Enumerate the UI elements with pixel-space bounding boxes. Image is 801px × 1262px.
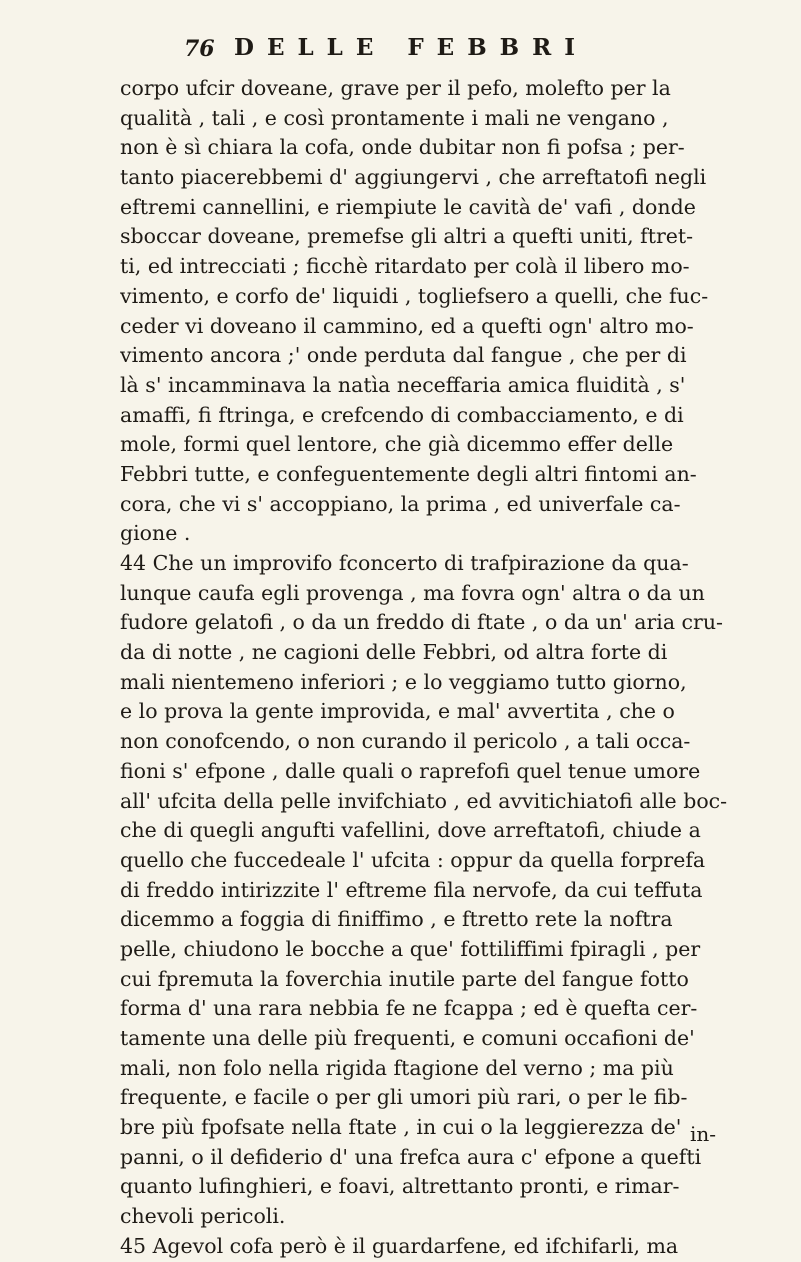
text-line: non è sì chiara la cofa, onde dubitar non fi pofsa ; per- (120, 135, 685, 160)
text-line: panni, o il defiderio d' una frefca aura c' efpone a quefti (120, 1144, 702, 1169)
text-line: di freddo intirizzite l' eftreme fila nervofe, da cui teffuta (120, 877, 703, 902)
text-line: gione . (120, 521, 191, 546)
text-line: forma d' una rara nebbia fe ne fcappa ; ed è quefta cer- (120, 996, 698, 1021)
page-header (74, 28, 761, 74)
text-line: ceder vi doveano il cammino, ed a quefti ogn' altro mo- (120, 313, 694, 338)
text-line: fudore gelatofi , o da un freddo di ftate , o da un' aria cru- (120, 610, 723, 635)
text-line: cora, che vi s' accoppiano, la prima , ed univerfale ca- (120, 491, 681, 516)
text-line: che di quegli angufti vafellini, dove arreftatofi, chiude a (120, 818, 701, 843)
page-number: 76 (184, 36, 215, 62)
text-line: quello che fuccedeale l' ufcita : oppur da quella forprefa (120, 847, 706, 872)
text-line: 45 Agevol cofa però è il guardarfene, ed ifchifarli, ma (120, 1233, 679, 1258)
text-line: dicemmo a foggia di finiffimo , e ftretto rete la noftra (120, 907, 673, 932)
text-line: quanto lufinghieri, e foavi, altrettanto pronti, e rimar- (120, 1174, 680, 1199)
running-title: DELLE FEBBRI (234, 34, 588, 61)
text-line: mali nientemeno inferiori ; e lo veggiamo tutto giorno, (120, 669, 687, 694)
text-line: 44 Che un improvifo fconcerto di trafpirazione da qua- (120, 551, 689, 575)
text-line: bre più fpofsate nella ftate , in cui o la leggierezza de' (120, 1115, 682, 1140)
text-line: vimento, e corfo de' liquidi , togliefsero a quelli, che fuc- (120, 283, 709, 308)
text-line: da di notte , ne cagioni delle Febbri, od altra forte di (120, 640, 668, 665)
text-line: Febbri tutte, e confeguentemente degli altri fintomi an- (120, 461, 697, 486)
text-line: chevoli pericoli. (120, 1204, 286, 1229)
text-line: e lo prova la gente improvida, e mal' avvertita , che o (120, 699, 675, 724)
text-line: tamente una delle più frequenti, e comuni occafioni de' (120, 1026, 695, 1050)
text-line: ti, ed intrecciati ; ficchè ritardato per colà il libero mo- (120, 254, 690, 279)
text-line: all' ufcita della pelle invifchiato , ed avvitichiatofi alle boc- (120, 788, 728, 813)
text-line: amaffi, fi ftringa, e crefcendo di combacciamento, e di (120, 402, 684, 427)
text-line: eftremi cannellini, e riempiute le cavità de' vafi , donde (120, 194, 696, 219)
text-line: pelle, chiudono le bocche a que' fottiliffimi fpiragli , per (120, 936, 701, 961)
text-line: mole, formi quel lentore, che già dicemmo effer delle (120, 432, 674, 457)
text-line: fioni s' efpone , dalle quali o raprefofi quel tenue umore (120, 758, 701, 783)
text-line: frequente, e facile o per gli umori più rari, o per le fib- (120, 1085, 688, 1110)
text-line: lunque caufa egli provenga , ma fovra ogn' altra o da un (120, 580, 705, 605)
text-line: mali, non folo nella rigida ftagione del verno ; ma più (120, 1055, 674, 1080)
text-line: non conofcendo, o non curando il pericolo , a tali occa- (120, 729, 691, 754)
body-text (120, 74, 801, 1262)
text-line: vimento ancora ;' onde perduta dal fangue , che per di (120, 343, 687, 368)
text-line: qualità , tali , e così prontamente i mali ne vengano , (120, 105, 669, 130)
text-line: tanto piacerebbemi d' aggiungervi , che arreftatofi negli (120, 165, 707, 190)
catchword: in- (690, 1122, 717, 1146)
text-line: sboccar doveane, premefse gli altri a quefti uniti, ftret- (120, 224, 694, 249)
text-line: là s' incamminava la natìa neceffaria amica fluidità , s' (120, 372, 686, 397)
text-line: corpo ufcir doveane, grave per il pefo, molefto per la (120, 76, 671, 100)
text-line: cui fpremuta la foverchia inutile parte del fangue fotto (120, 966, 689, 991)
